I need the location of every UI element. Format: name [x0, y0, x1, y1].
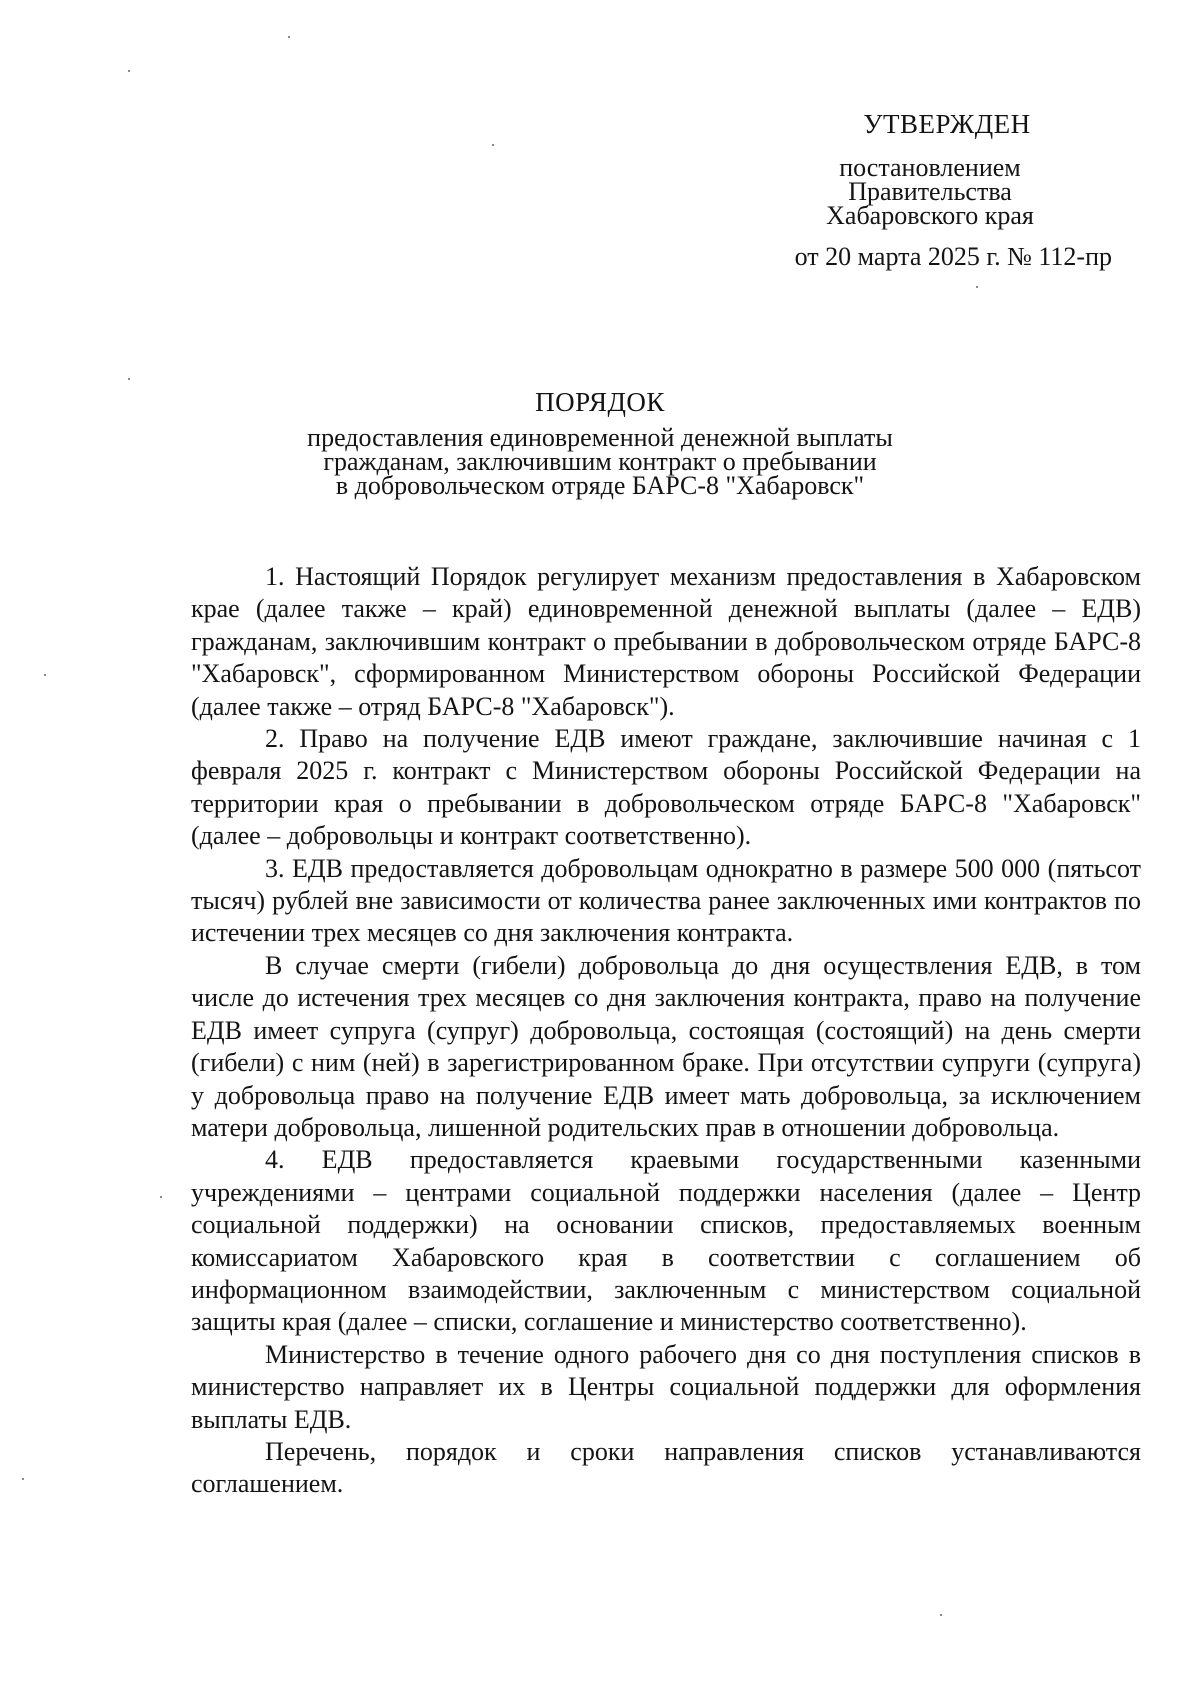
- scan-speck: [160, 1196, 162, 1198]
- approval-line-2: Правительства: [848, 177, 1012, 206]
- scan-speck: [128, 70, 130, 72]
- document-subtitle: [300, 423, 900, 500]
- document-body: [191, 561, 1141, 1501]
- scan-speck: [44, 674, 46, 676]
- approval-line-3: Хабаровского края: [826, 201, 1034, 230]
- paragraph-3: 3. ЕДВ предоставляется добровольцам однократно в размере 500 000 (пятьсот тысяч) рублей вне зависимости от количества ранее заключенных ими контрактов по истечении трех месяцев со дня заключения контракта.: [191, 853, 1141, 948]
- approval-block: [740, 106, 1120, 274]
- approval-line-1: постановлением: [839, 153, 1021, 182]
- scan-speck: [940, 1614, 942, 1616]
- scan-speck: [976, 286, 978, 288]
- paragraph-4: 4. ЕДВ предоставляется краевыми государственными казенными учреждениями – центрами социальной поддержки населения (далее – Центр социальной поддержки) на основании списков, предоставляемых военным комиссариатом Хабаровского края в соответствии с соглашением об информационном взаимодействии, заключенным с министерством социальной защиты края (далее – списки, соглашение и министерство соответственно).: [191, 1145, 1141, 1337]
- approval-date: от 20 марта 2025 г. № 112-пр: [794, 242, 1112, 271]
- subtitle-line-1: предоставления единовременной денежной выплаты: [307, 423, 893, 452]
- approval-heading: УТВЕРЖДЕН: [863, 109, 1031, 139]
- scan-speck: [128, 378, 130, 380]
- document-title: ПОРЯДОК: [535, 387, 665, 417]
- paragraph-4-ministry: Министерство в течение одного рабочего дня со дня поступления списков в министерство направляет их в Центры социальной поддержки для оформления выплаты ЕДВ.: [191, 1339, 1141, 1434]
- paragraph-1: 1. Настоящий Порядок регулирует механизм предоставления в Хабаровском крае (далее также – край) единовременной денежной выплаты (далее – ЕДВ) гражданам, заключившим контракт о пребывании в добровольческом отряде БАРС-8 "Хабаровск", сформированном Министерством обороны Российской Федерации (далее также – отряд БАРС-8 "Хабаровск").: [191, 562, 1141, 721]
- scan-speck: [492, 144, 494, 146]
- scan-speck: [288, 36, 290, 38]
- paragraph-4-list-terms: Перечень, порядок и сроки направления списков устанавливаются соглашением.: [191, 1436, 1141, 1499]
- subtitle-line-2: гражданам, заключившим контракт о пребывании: [323, 447, 877, 476]
- paragraph-2: 2. Право на получение ЕДВ имеют граждане, заключившие начиная с 1 февраля 2025 г. контракт с Министерством обороны Российской Федерации на территории края о пребывании в добровольческом отряде БАРС-8 "Хабаровск" (далее – добровольцы и контракт соответственно).: [191, 724, 1141, 851]
- paragraph-3-continued: В случае смерти (гибели) добровольца до дня осуществления ЕДВ, в том числе до истечения трех месяцев со дня заключения контракта, право на получение ЕДВ имеет супруга (супруг) добровольца, состоящая (состоящий) на день смерти (гибели) с ним (ней) в зарегистрированном браке. При отсутствии супруги (супруга) у добровольца право на получение ЕДВ имеет мать добровольца, за исключением матери добровольца, лишенной родительских прав в отношении добровольца.: [191, 950, 1141, 1142]
- subtitle-line-3: в добровольческом отряде БАРС-8 "Хабаровск": [335, 471, 865, 500]
- scan-speck: [22, 1478, 24, 1480]
